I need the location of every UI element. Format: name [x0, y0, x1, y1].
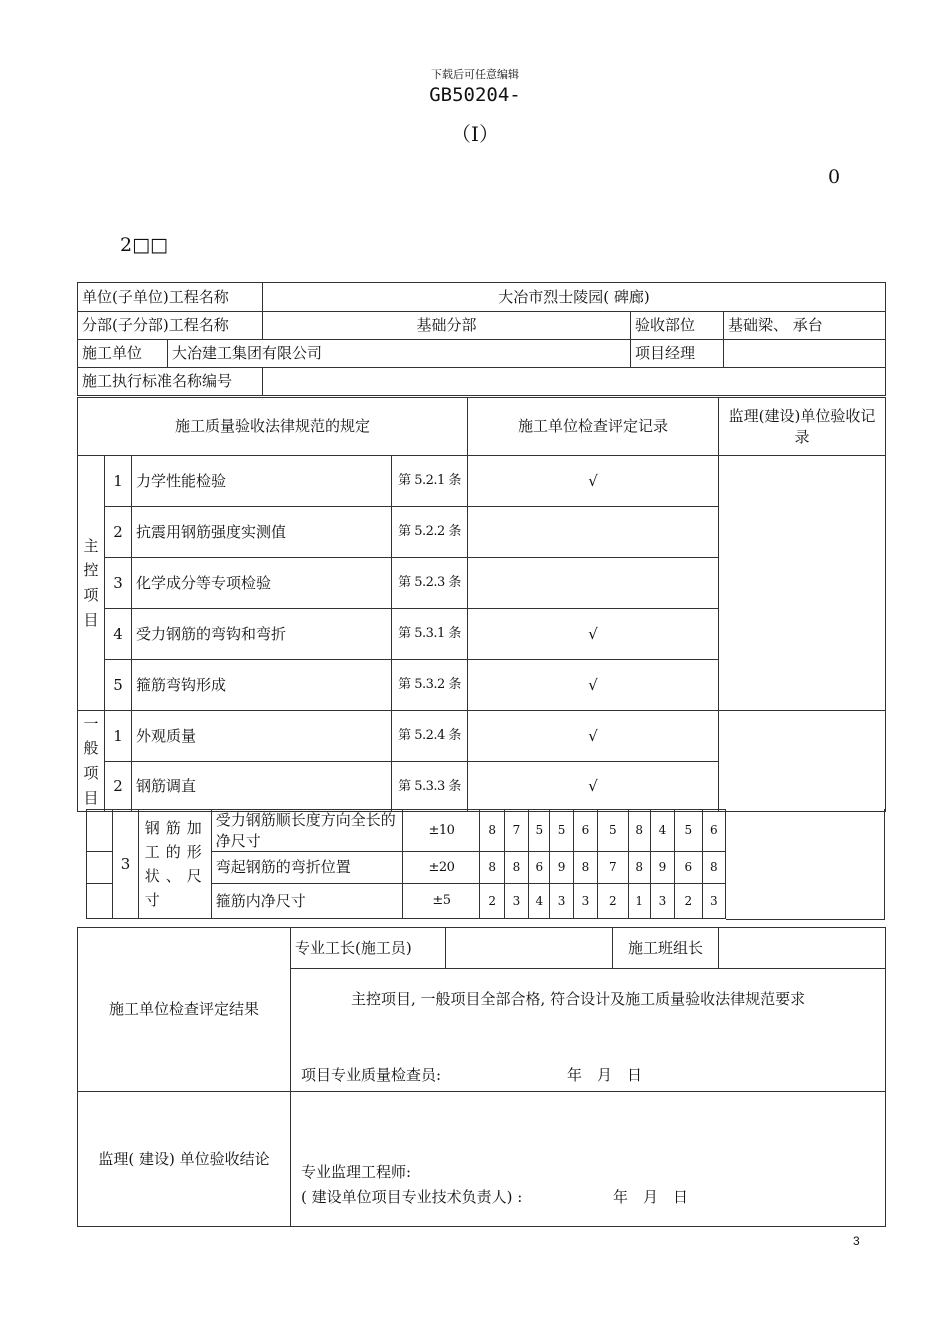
shape-row-tol: ±10 — [403, 810, 480, 852]
measure-cell: 5 — [598, 810, 628, 852]
item-no: 1 — [105, 456, 132, 507]
item-no: 4 — [105, 609, 132, 660]
measure-cell: 9 — [550, 852, 573, 884]
measure-cell: 8 — [504, 852, 528, 884]
item-record: √ — [468, 456, 719, 507]
shape-table — [86, 809, 726, 919]
measure-cell: 4 — [650, 810, 674, 852]
shape-row-tol: ±5 — [403, 884, 480, 919]
supervision-conclusion-label: 监理( 建设) 单位验收结论 — [78, 1092, 291, 1227]
item-clause: 第 5.3.2 条 — [392, 660, 468, 711]
measure-cell: 8 — [628, 810, 650, 852]
items-table — [77, 397, 886, 812]
volume-mark: （Ⅰ） — [451, 122, 499, 146]
shape-row-name: 箍筋内净尺寸 — [211, 884, 403, 919]
item-no: 2 — [105, 507, 132, 558]
check-result-label: 施工单位检查评定结果 — [78, 928, 291, 1092]
engineer-line: 专业监理工程师: — [301, 1163, 412, 1181]
main-group-label — [78, 456, 105, 711]
info-table — [77, 282, 886, 396]
item-record: √ — [468, 711, 719, 762]
record-number: 0 — [828, 166, 841, 188]
blank-cell — [87, 852, 113, 884]
item-name: 箍筋弯钩形成 — [132, 660, 392, 711]
item-no: 2 — [105, 762, 132, 812]
page-number: 3 — [853, 1234, 860, 1248]
check-result-content — [291, 969, 886, 1092]
item-name: 钢筋调直 — [132, 762, 392, 812]
shape-bottom-line — [726, 919, 885, 920]
item-name: 抗震用钢筋强度实测值 — [132, 507, 392, 558]
measure-cell: 8 — [702, 852, 725, 884]
item-record: √ — [468, 660, 719, 711]
item-record: √ — [468, 609, 719, 660]
group-label-text: 主 控 项 目 — [83, 536, 99, 629]
date-line-2: 年 月 日 — [613, 1188, 689, 1206]
standard-value — [263, 368, 886, 396]
manager-label: 项目经理 — [631, 340, 724, 368]
check-result-text: 主控项目, 一般项目全部合格, 符合设计及施工质量验收法律规范要求 — [351, 990, 806, 1008]
shape-row-name: 弯起钢筋的弯折位置 — [211, 852, 403, 884]
project-value: 大冶市烈士陵园( 碑廊) — [263, 283, 886, 312]
measure-cell: 8 — [480, 810, 504, 852]
supervision-general — [719, 711, 886, 812]
contractor-label: 施工单位 — [78, 340, 168, 368]
spec-header: 施工质量验收法律规范的规定 — [78, 398, 468, 456]
general-group-label — [78, 711, 105, 812]
inspector-line: 项目专业质量检查员: — [301, 1066, 442, 1084]
measure-cell: 1 — [628, 884, 650, 919]
division-value: 基础分部 — [263, 312, 631, 340]
item-record — [468, 558, 719, 609]
item-name: 化学成分等专项检验 — [132, 558, 392, 609]
item-record — [468, 507, 719, 558]
group-label-text: 一 般 项 目 — [83, 714, 99, 807]
blank-cell — [87, 884, 113, 919]
measure-cell: 9 — [650, 852, 674, 884]
measure-cell: 5 — [550, 810, 573, 852]
measure-cell: 3 — [573, 884, 597, 919]
accept-part-value: 基础梁、 承台 — [724, 312, 886, 340]
measure-cell: 7 — [598, 852, 628, 884]
supervision-main — [719, 456, 886, 711]
item-record: √ — [468, 762, 719, 812]
team-label: 施工班组长 — [613, 928, 719, 969]
measure-cell: 5 — [675, 810, 702, 852]
shape-right-line — [884, 809, 885, 920]
measure-cell: 2 — [480, 884, 504, 919]
accept-part-label: 验收部位 — [631, 312, 724, 340]
blank-cell — [87, 810, 113, 852]
measure-cell: 8 — [628, 852, 650, 884]
item-clause: 第 5.2.3 条 — [392, 558, 468, 609]
supervision-conclusion-content — [291, 1092, 886, 1227]
measure-cell: 6 — [573, 810, 597, 852]
measure-cell: 5 — [529, 810, 550, 852]
measure-cell: 6 — [675, 852, 702, 884]
item-clause: 第 5.3.1 条 — [392, 609, 468, 660]
item-name: 外观质量 — [132, 711, 392, 762]
manager-value — [724, 340, 886, 368]
download-note: 下载后可任意编辑 — [431, 68, 519, 81]
measure-cell: 7 — [504, 810, 528, 852]
item-no: 5 — [105, 660, 132, 711]
date-line-1: 年 月 日 — [567, 1066, 643, 1084]
item-name: 受力钢筋的弯钩和弯折 — [132, 609, 392, 660]
measure-cell: 3 — [702, 884, 725, 919]
measure-cell: 6 — [702, 810, 725, 852]
standard-label: 施工执行标准名称编号 — [78, 368, 263, 396]
foreman-value — [446, 928, 613, 969]
standard-code: GB50204- — [429, 84, 521, 106]
item-clause: 第 5.2.1 条 — [392, 456, 468, 507]
measure-cell: 2 — [598, 884, 628, 919]
item-no: 1 — [105, 711, 132, 762]
shape-row-name: 受力钢筋顺长度方向全长的净尺寸 — [211, 810, 403, 852]
division-label: 分部(子分部)工程名称 — [78, 312, 263, 340]
item-clause: 第 5.2.2 条 — [392, 507, 468, 558]
item-clause: 第 5.2.4 条 — [392, 711, 468, 762]
contractor-value: 大冶建工集团有限公司 — [168, 340, 631, 368]
form-number: 2□□ — [120, 234, 168, 256]
supervision-header: 监理(建设)单位验收记录 — [719, 398, 886, 456]
measure-cell: 2 — [675, 884, 702, 919]
foreman-label: 专业工长(施工员) — [291, 928, 446, 969]
measure-cell: 8 — [573, 852, 597, 884]
team-value — [719, 928, 886, 969]
item-no: 3 — [105, 558, 132, 609]
measure-cell: 3 — [504, 884, 528, 919]
measure-cell: 3 — [650, 884, 674, 919]
measure-cell: 3 — [550, 884, 573, 919]
record-header: 施工单位检查评定记录 — [468, 398, 719, 456]
measure-cell: 4 — [529, 884, 550, 919]
measure-cell: 8 — [480, 852, 504, 884]
shape-item-no: 3 — [113, 810, 138, 919]
result-table — [77, 927, 886, 1227]
project-label: 单位(子单位)工程名称 — [78, 283, 263, 312]
shape-item-name: 钢筋加工的形状、尺寸 — [138, 810, 211, 919]
shape-row-tol: ±20 — [403, 852, 480, 884]
item-clause: 第 5.3.3 条 — [392, 762, 468, 812]
item-name: 力学性能检验 — [132, 456, 392, 507]
measure-cell: 6 — [529, 852, 550, 884]
owner-line: ( 建设单位项目专业技术负责人) : — [301, 1188, 523, 1206]
